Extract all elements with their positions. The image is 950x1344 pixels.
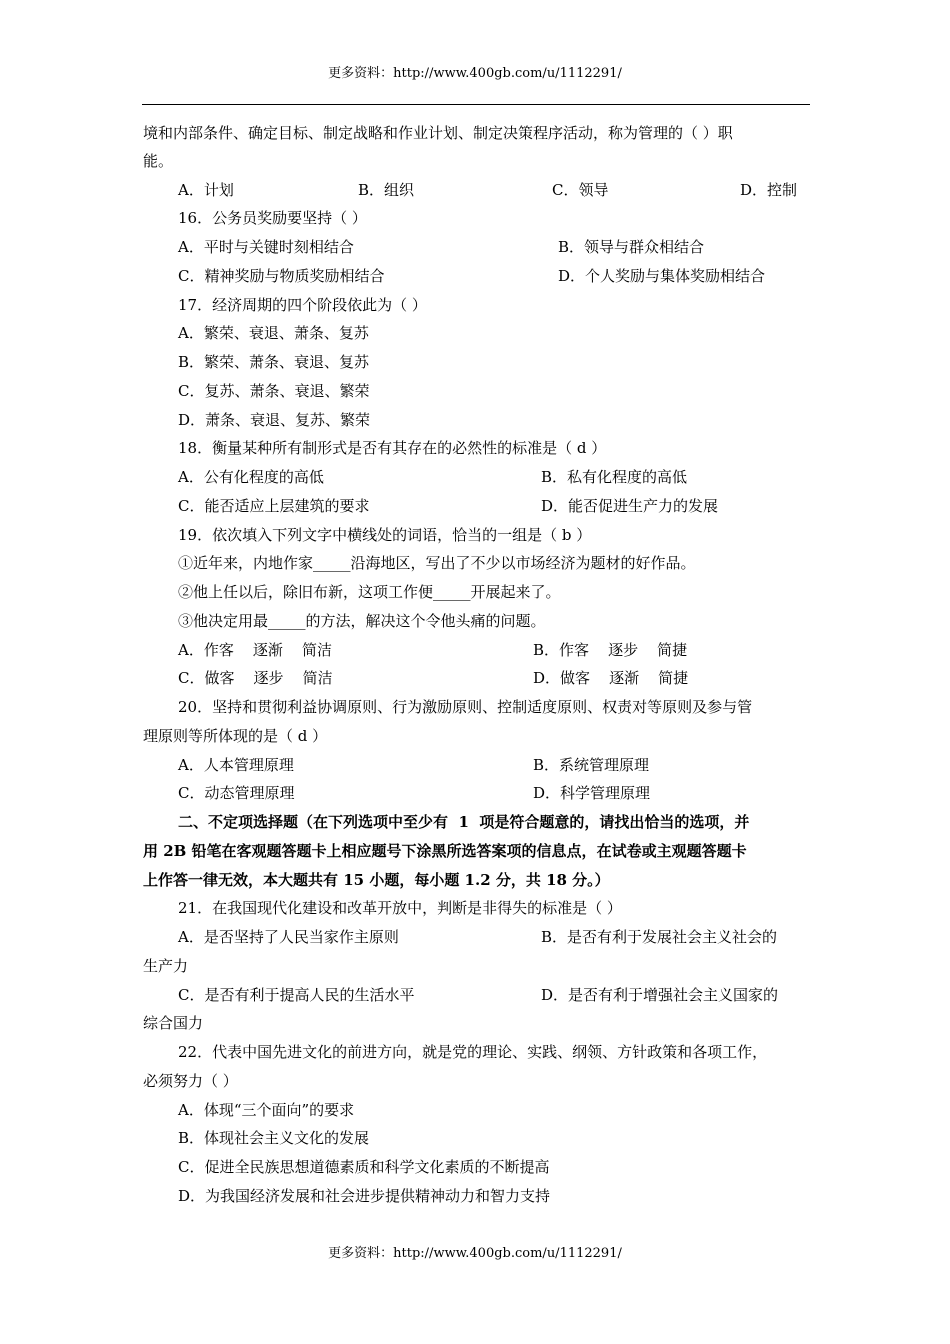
q20-option-c: C．动态管理原理 bbox=[178, 784, 295, 802]
q21-stem: 21．在我国现代化建设和改革开放中，判断是非得失的标准是（ ） bbox=[178, 899, 622, 917]
q16-option-a: A．平时与关键时刻相结合 bbox=[178, 238, 354, 256]
q16-stem: 16．公务员奖励要坚持（ ） bbox=[178, 209, 367, 227]
page-footer: 更多资料：http://www.400gb.com/u/1112291/ bbox=[328, 1246, 622, 1261]
q18-option-b: B．私有化程度的高低 bbox=[541, 468, 688, 486]
section2-heading-line1: 二、不定项选择题（在下列选项中至少有 1 项是符合题意的，请找出恰当的选项，并 bbox=[178, 813, 750, 831]
section2-heading-line2: 用 2B 铅笔在客观题答题卡上相应题号下涂黑所选答案项的信息点，在试卷或主观题答题卡 bbox=[143, 842, 747, 860]
q20-option-a: A．人本管理原理 bbox=[178, 756, 294, 774]
section2-heading-line3: 上作答一律无效，本大题共有 15 小题，每小题 1.2 分，共 18 分。） bbox=[143, 871, 610, 889]
q22-stem-line2: 必须努力（ ） bbox=[143, 1072, 238, 1090]
q20-option-b: B．系统管理原理 bbox=[533, 756, 650, 774]
q17-stem: 17．经济周期的四个阶段依此为（ ） bbox=[178, 296, 427, 314]
q19-stem: 19．依次填入下列文字中横线处的词语，恰当的一组是（ b ） bbox=[178, 526, 592, 544]
q15-stem-line2: 能。 bbox=[143, 152, 174, 170]
q22-option-a: A．体现“三个面向”的要求 bbox=[178, 1101, 355, 1119]
q15-option-d: D．控制 bbox=[740, 181, 798, 199]
q19-option-d: D．做客 逐渐 简捷 bbox=[533, 669, 689, 687]
page-header: 更多资料：http://www.400gb.com/u/1112291/ bbox=[328, 66, 622, 81]
header-rule bbox=[142, 104, 810, 105]
q18-option-a: A．公有化程度的高低 bbox=[178, 468, 324, 486]
q17-option-b: B．繁荣、萧条、衰退、复苏 bbox=[178, 353, 370, 371]
q17-option-a: A．繁荣、衰退、萧条、复苏 bbox=[178, 324, 369, 342]
q21-option-c: C．是否有利于提高人民的生活水平 bbox=[178, 986, 415, 1004]
q21-option-b: B．是否有利于发展社会主义社会的 bbox=[541, 928, 778, 946]
q21-option-b-cont: 生产力 bbox=[143, 957, 189, 975]
q15-stem-line1: 境和内部条件、确定目标、制定战略和作业计划、制定决策程序活动，称为管理的（ ）职 bbox=[143, 124, 733, 142]
q16-option-c: C．精神奖励与物质奖励相结合 bbox=[178, 267, 385, 285]
q19-option-b: B．作客 逐步 简捷 bbox=[533, 641, 688, 659]
q19-option-a: A．作客 逐渐 简洁 bbox=[178, 641, 332, 659]
q21-option-d-cont: 综合国力 bbox=[143, 1014, 204, 1032]
q18-option-c: C．能否适应上层建筑的要求 bbox=[178, 497, 370, 515]
q17-option-c: C．复苏、萧条、衰退、繁荣 bbox=[178, 382, 370, 400]
q21-option-a: A．是否坚持了人民当家作主原则 bbox=[178, 928, 399, 946]
q21-option-d: D．是否有利于增强社会主义国家的 bbox=[541, 986, 779, 1004]
q22-option-b: B．体现社会主义文化的发展 bbox=[178, 1129, 370, 1147]
q19-option-c: C．做客 逐步 简洁 bbox=[178, 669, 333, 687]
q18-stem: 18．衡量某种所有制形式是否有其存在的必然性的标准是（ d ） bbox=[178, 439, 607, 457]
q19-sentence-3: ③他决定用最_____的方法，解决这个令他头痛的问题。 bbox=[178, 612, 546, 630]
q15-option-a: A．计划 bbox=[178, 181, 234, 199]
q19-sentence-2: ②他上任以后，除旧布新，这项工作便_____开展起来了。 bbox=[178, 583, 561, 601]
q20-option-d: D．科学管理原理 bbox=[533, 784, 651, 802]
q16-option-b: B．领导与群众相结合 bbox=[558, 238, 705, 256]
q20-stem-line2: 理原则等所体现的是（ d ） bbox=[143, 727, 328, 745]
q20-stem-line1: 20．坚持和贯彻利益协调原则、行为激励原则、控制适度原则、权责对等原则及参与管 bbox=[178, 698, 753, 716]
q16-option-d: D．个人奖励与集体奖励相结合 bbox=[558, 267, 766, 285]
q22-option-d: D．为我国经济发展和社会进步提供精神动力和智力支持 bbox=[178, 1187, 551, 1205]
q18-option-d: D．能否促进生产力的发展 bbox=[541, 497, 719, 515]
q15-option-c: C．领导 bbox=[552, 181, 609, 199]
q15-option-b: B．组织 bbox=[358, 181, 415, 199]
q22-option-c: C．促进全民族思想道德素质和科学文化素质的不断提高 bbox=[178, 1158, 550, 1176]
q17-option-d: D．萧条、衰退、复苏、繁荣 bbox=[178, 411, 371, 429]
q19-sentence-1: ①近年来，内地作家_____沿海地区，写出了不少以市场经济为题材的好作品。 bbox=[178, 554, 696, 572]
q22-stem-line1: 22．代表中国先进文化的前进方向，就是党的理论、实践、纲领、方针政策和各项工作， bbox=[178, 1043, 768, 1061]
